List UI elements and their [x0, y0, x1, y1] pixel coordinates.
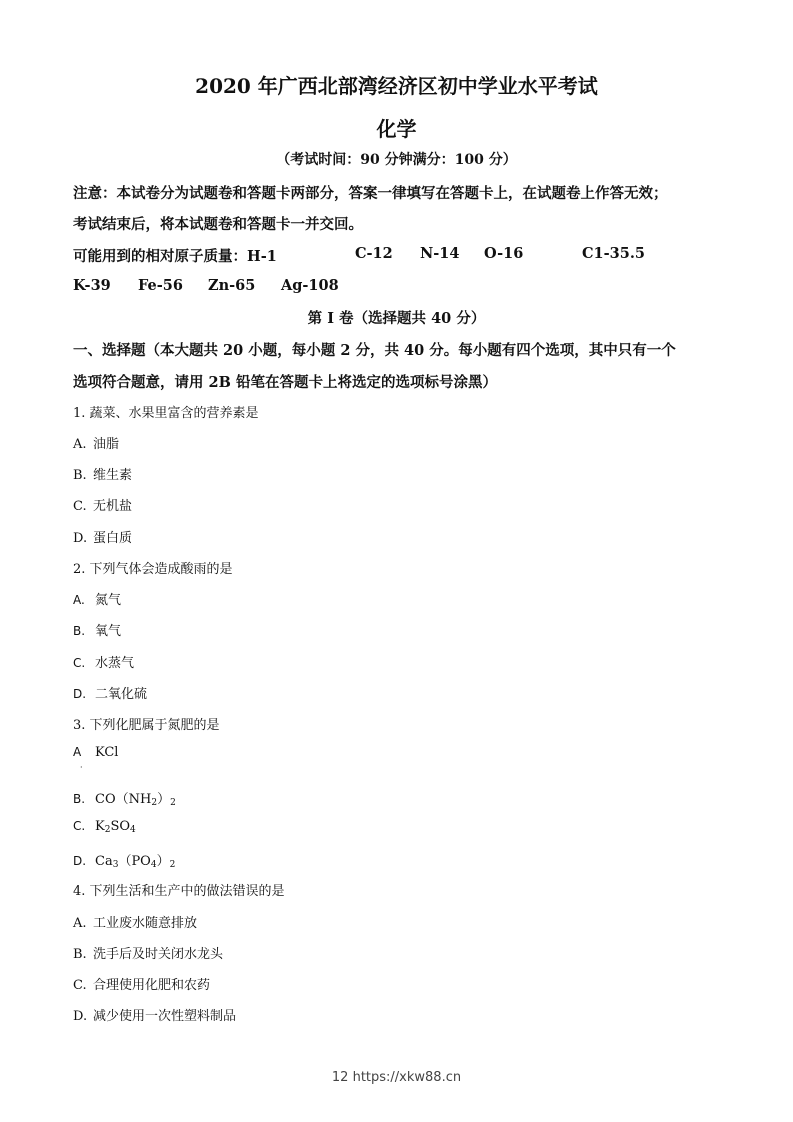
mass-n: N-14	[420, 245, 460, 262]
question-4-stem: 4. 下列生活和生产中的做法错误的是	[73, 884, 285, 899]
time-info: （考试时间：90 分钟满分：100 分）	[276, 152, 517, 168]
page-footer: 12 https://xkw88.cn	[331, 1070, 462, 1085]
question-4-option-b: B. 洗手后及时关闭水龙头	[73, 947, 224, 962]
notice-line-1: 注意：本试卷分为试题卷和答题卡两部分，答案一律填写在答题卡上，在试题卷上作答无效；	[73, 185, 668, 202]
mass-o: O-16	[484, 245, 524, 262]
mass-k: K-39	[73, 277, 111, 294]
question-1-option-b: B. 维生素	[73, 468, 133, 483]
question-3-option-d: D. $Ca_3(PO_4)_2$	[73, 854, 176, 870]
question-3-stem: 3. 下列化肥属于氮肥的是	[73, 718, 220, 733]
atomic-mass-label: 可能用到的相对原子质量：H-1	[73, 248, 277, 265]
subject-title: 化学	[376, 117, 417, 141]
stray-dot: ·	[80, 763, 83, 772]
question-4-option-d: D. 减少使用一次性塑料制品	[73, 1009, 237, 1024]
section-title: 第 I 卷（选择题共 40 分）	[307, 310, 486, 327]
mass-fe: Fe-56	[138, 277, 183, 294]
mass-ag: Ag-108	[281, 277, 339, 294]
question-2-option-d: D. 二氧化硫	[73, 687, 148, 702]
mass-zn: Zn-65	[208, 277, 256, 294]
notice-line-2: 考试结束后，将本试题卷和答题卡一并交回。	[73, 216, 363, 233]
question-2-option-a: A. 氮气	[73, 593, 122, 608]
exam-title: 2020 年广西北部湾经济区初中学业水平考试	[195, 74, 598, 98]
question-2-stem: 2. 下列气体会造成酸雨的是	[73, 562, 233, 577]
question-1-option-a: A. 油脂	[73, 437, 120, 452]
question-3-option-a: A KCl	[73, 745, 119, 760]
section-instruction-1: 一、选择题（本大题共 20 小题，每小题 2 分，共 40 分。每小题有四个选项，其中只有一个	[73, 342, 676, 359]
question-2-option-b: B. 氧气	[73, 624, 122, 639]
section-instruction-2: 选项符合题意，请用 2B 铅笔在答题卡上将选定的选项标号涂黑）	[73, 374, 497, 391]
question-3-option-c: C. $K_2SO_4$	[73, 819, 136, 835]
question-2-option-c: C. 水蒸气	[73, 656, 135, 671]
question-3-option-b: B. $CO(NH_2)_2$	[73, 792, 176, 808]
question-4-option-c: C. 合理使用化肥和农药	[73, 978, 211, 993]
mass-cl: C1-35.5	[582, 245, 645, 262]
question-1-stem: 1. 蔬菜、水果里富含的营养素是	[73, 406, 259, 421]
question-4-option-a: A. 工业废水随意排放	[73, 916, 198, 931]
mass-c: C-12	[355, 245, 393, 262]
question-1-option-d: D. 蛋白质	[73, 531, 133, 546]
question-1-option-c: C. 无机盐	[73, 499, 133, 514]
